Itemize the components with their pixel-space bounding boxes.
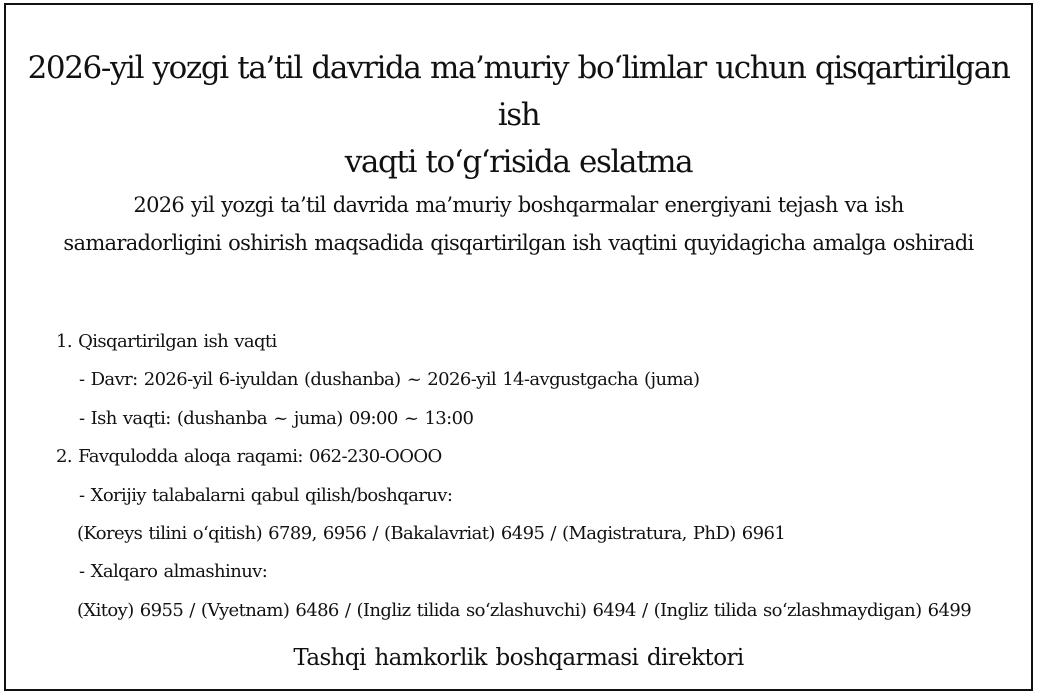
section-heading-emergency-contact: 2. Favqulodda aloqa raqami: 062-230-OOOO [56, 446, 442, 468]
list-item-exchange-label: - Xalqaro almashinuv: [79, 561, 268, 583]
notice-title [16, 45, 1021, 186]
details-list [56, 323, 971, 630]
signature: Tashqi hamkorlik boshqarmasi direktori [293, 645, 744, 671]
notice-frame [4, 3, 1033, 691]
list-item-hours: - Ish vaqti: (dushanba ~ juma) 09:00 ~ 13:00 [79, 407, 474, 429]
list-item-admission-label: - Xorijiy talabalarni qabul qilish/boshqaruv: [79, 484, 453, 506]
section-heading-working-hours: 1. Qisqartirilgan ish vaqti [56, 331, 277, 352]
intro-paragraph [16, 186, 1021, 262]
title-line-2: vaqti to‘g‘risida eslatma [344, 144, 693, 180]
list-item-exchange-numbers: (Xitoy) 6955 / (Vyetnam) 6486 / (Ingliz tilida so‘zlashuvchi) 6494 / (Ingliz tilida so‘zlashmaydigan) 6499 [77, 599, 972, 621]
intro-line-2: samaradorligini oshirish maqsadida qisqartirilgan ish vaqtini quyidagicha amalga oshiradi [63, 231, 974, 255]
title-line-1: 2026-yil yozgi ta’til davrida ma’muriy bo‘limlar uchun qisqartirilgan ish [27, 50, 1010, 133]
list-item-admission-numbers: (Koreys tilini o‘qitish) 6789, 6956 / (Bakalavriat) 6495 / (Magistratura, PhD) 6961 [77, 522, 786, 544]
list-item-period: - Davr: 2026-yil 6-iyuldan (dushanba) ~ 2026-yil 14-avgustgacha (juma) [79, 369, 700, 391]
intro-line-1: 2026 yil yozgi ta’til davrida ma’muriy boshqarmalar energiyani tejash va ish [133, 193, 904, 217]
